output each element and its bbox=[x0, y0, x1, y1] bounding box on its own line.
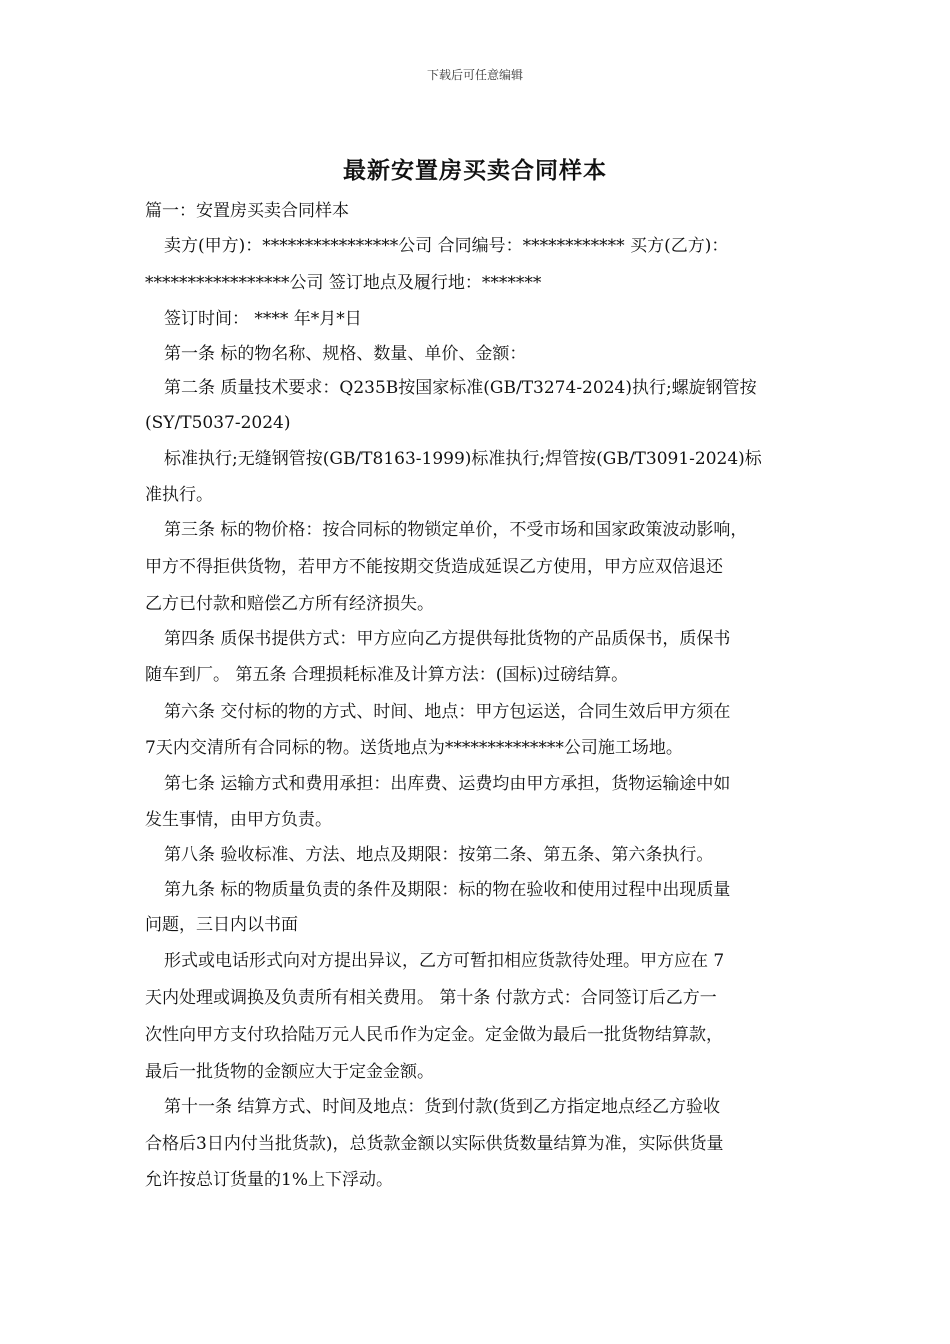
text-line: 签订时间： **** 年*月*日 bbox=[164, 309, 362, 329]
text-line: *****************公司 签订地点及履行地：******* bbox=[145, 273, 542, 293]
text-line: 第二条 质量技术要求：Q235B按国家标准(GB/T3274-2024)执行;螺旋钢管按 bbox=[164, 378, 757, 398]
text-line: 天内处理或调换及负责所有相关费用。 第十条 付款方式：合同签订后乙方一 bbox=[145, 988, 717, 1008]
text-line: 允许按总订货量的1%上下浮动。 bbox=[145, 1170, 393, 1190]
text-line: 第六条 交付标的物的方式、时间、地点：甲方包运送，合同生效后甲方须在 bbox=[164, 702, 731, 722]
text-line: 随车到厂。 第五条 合理损耗标准及计算方法：(国标)过磅结算。 bbox=[145, 665, 629, 685]
text-line: 卖方(甲方)：****************公司 合同编号：************ 买方(乙方)： bbox=[164, 236, 729, 256]
text-line: 第十一条 结算方式、时间及地点：货到付款(货到乙方指定地点经乙方验收 bbox=[164, 1097, 721, 1117]
text-line: 第四条 质保书提供方式：甲方应向乙方提供每批货物的产品质保书，质保书 bbox=[164, 629, 731, 649]
page-header: 下载后可任意编辑 bbox=[426, 68, 523, 82]
text-line: 第一条 标的物名称、规格、数量、单价、金额： bbox=[164, 344, 527, 364]
text-line: (SY/T5037-2024) bbox=[145, 413, 291, 433]
text-line: 篇一：安置房买卖合同样本 bbox=[145, 201, 349, 221]
text-line: 第九条 标的物质量负责的条件及期限：标的物在验收和使用过程中出现质量 bbox=[164, 880, 731, 900]
text-line: 最后一批货物的金额应大于定金金额。 bbox=[145, 1062, 434, 1082]
text-line: 7天内交清所有合同标的物。送货地点为**************公司施工场地。 bbox=[145, 738, 683, 758]
text-line: 准执行。 bbox=[145, 485, 213, 505]
text-line: 次性向甲方支付玖拾陆万元人民币作为定金。定金做为最后一批货物结算款， bbox=[145, 1025, 723, 1045]
document-title: 最新安置房买卖合同样本 bbox=[343, 157, 607, 184]
text-line: 形式或电话形式向对方提出异议，乙方可暂扣相应货款待处理。甲方应在 7 bbox=[164, 951, 725, 971]
text-line: 第三条 标的物价格：按合同标的物锁定单价，不受市场和国家政策波动影响， bbox=[164, 520, 748, 540]
text-line: 第七条 运输方式和费用承担：出库费、运费均由甲方承担，货物运输途中如 bbox=[164, 774, 731, 794]
text-line: 标准执行;无缝钢管按(GB/T8163-1999)标准执行;焊管按(GB/T3091-2024)标 bbox=[164, 449, 762, 469]
text-line: 第八条 验收标准、方法、地点及期限：按第二条、第五条、第六条执行。 bbox=[164, 845, 714, 865]
text-line: 合格后3日内付当批货款)，总货款金额以实际供货数量结算为准，实际供货量 bbox=[145, 1134, 724, 1154]
text-line: 甲方不得拒供货物，若甲方不能按期交货造成延误乙方使用，甲方应双倍退还 bbox=[145, 557, 723, 577]
text-line: 发生事情，由甲方负责。 bbox=[145, 810, 332, 830]
text-line: 问题，三日内以书面 bbox=[145, 915, 298, 935]
text-line: 乙方已付款和赔偿乙方所有经济损失。 bbox=[145, 594, 434, 614]
